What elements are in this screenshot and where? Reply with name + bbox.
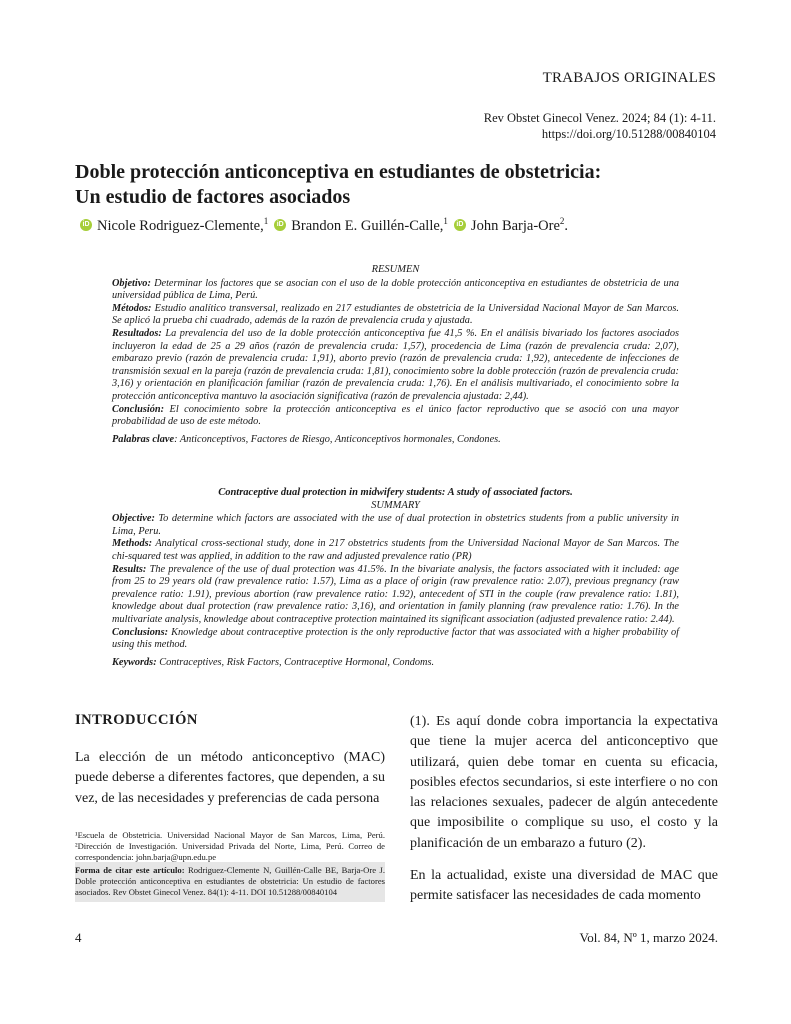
affiliation-sup: 1 (443, 216, 448, 226)
summary-keywords (112, 657, 679, 670)
keywords-text: Contraceptives, Risk Factors, Contraceptive Hormonal, Condoms. (159, 656, 435, 668)
author-name: Nicole Rodriguez-Clemente, (97, 217, 264, 234)
title-line-2: Un estudio de factores asociados (75, 186, 351, 208)
summary-heading: SUMMARY (371, 499, 420, 511)
affiliation-sup: 1 (263, 216, 269, 226)
orcid-icon[interactable]: iD (80, 219, 92, 231)
journal-citation-line: Rev Obstet Ginecol Venez. 2024; 84 (1): 4-11. (483, 111, 716, 125)
summary-block (112, 487, 679, 669)
author-name: John Barja-Ore (470, 217, 560, 234)
resultados-text: La prevalencia del uso de la doble protección anticonceptiva fue 41,5 %. En el análisis bivariado los factores asociados incluyeron la edad de 25 a 29 años (razón de prevalencia cruda: 1,57), procedencia de Lima (razón de prevalencia cruda: 2,07), embarazo previo (razón de prevalencia cruda: 1,91), aborto previo (razón de prevalencia cruda: 1,92), antecedente de infecciones de transmisión sexual en la pareja (razón de prevalencia cruda: 1,81), conocimiento sobre la doble protección (razón de prevalencia cruda: 3,16) y orientación en planificación familiar (razón de prevalencia cruda: 1,76). En el análisis multivariado, el conocimiento sobre la protección anticonceptiva mantuvo la asociación significativa (razón de prevalencia ajustada: 2,44). (112, 327, 679, 402)
methods-label: Methods: (112, 538, 153, 550)
volume-info: Vol. 84, Nº 1, marzo 2024. (579, 930, 718, 945)
resumen-metodos (112, 303, 679, 328)
title-line-1: Doble protección anticonceptiva en estudiantes de obstetricia: (75, 161, 602, 183)
metodos-text: Estudio analítico transversal, realizado en 217 estudiantes de obstetricia de la Universidad Nacional Mayor de San Marcos. Se aplicó la prueba chi cuadrado, además de la razón de prevalencia cruda y ajustada. (112, 302, 679, 327)
objective-label: Objective: (112, 513, 155, 525)
resumen-heading: RESUMEN (371, 264, 420, 275)
doi-link[interactable]: https://doi.org/10.51288/00840104 (541, 127, 716, 141)
author-2 (291, 216, 448, 235)
metodos-label: Métodos: (112, 302, 152, 314)
summary-title: Contraceptive dual protection in midwifery students: A study of associated factors. (218, 487, 573, 498)
resumen-resultados (112, 328, 679, 404)
summary-conclusions (112, 627, 679, 652)
citation-label: Forma de citar este artículo: (75, 865, 185, 875)
orcid-icon[interactable]: iD (274, 219, 286, 231)
intro-heading: INTRODUCCIÓN (75, 712, 198, 728)
keywords-label: Palabras clave (112, 433, 175, 445)
intro-right-column (410, 712, 718, 919)
summary-results (112, 564, 679, 627)
affiliation-footnote: ¹Escuela de Obstetricia. Universidad Nacional Mayor de San Marcos, Lima, Perú. ²Dirección de Investigación. Universidad Privada del Norte, Lima, Perú. Correo de correspondencia: john.barja@upn.edu.pe (75, 830, 385, 862)
methods-text: Analytical cross-sectional study, done in 217 obstetrics students from the Universidad Nacional Mayor de San Marcos. The chi-squared test was applied, in addition to the raw and adjusted prevalence ratio (PR) (112, 538, 680, 562)
resumen-keywords (112, 434, 679, 447)
objective-text: To determine which factors are associated with the use of dual protection in obstetrics students from a public university in Lima, Peru. (112, 513, 679, 537)
intro-left-paragraph: La elección de un método anticonceptivo (MAC) puede deberse a diferentes factores, que dependen, a su vez, de las necesidades y preferencias de cada persona (75, 750, 385, 806)
author-3 (471, 216, 568, 235)
citation-text: Rodriguez-Clemente N, Guillén-Calle BE, Barja-Ore J. Doble protección anticonceptiva en estudiantes de obstetricia: Un estudio de factores asociados. Rev Obstet Ginecol Venez. 84(1): 4-11. DOI 10.51288/00840104 (75, 865, 385, 897)
results-label: Results: (112, 563, 147, 575)
journal-reference (484, 110, 716, 142)
conclusion-text: El conocimiento sobre la protección anticonceptiva es el único factor reproductivo que se asoció con una mayor probabilidad de uso de este método. (112, 403, 679, 428)
intro-right-paragraph-1: (1). Es aquí donde cobra importancia la expectativa que tiene la mujer acerca del anticonceptivo que utilizará, quien debe tomar en cuenta su eficacia, posibles efectos secundarios, si este interfiere o no con las relaciones sexuales, padecer de algún antecedente que imposibilite o complique su uso, el costo y la planificación de un embarazo a futuro (2). (410, 714, 718, 851)
objetivo-label: Objetivo: (112, 277, 151, 289)
citation-box (75, 862, 385, 902)
summary-methods (112, 538, 679, 563)
page-number: 4 (75, 930, 82, 945)
author-trail: . (564, 217, 569, 234)
results-text: The prevalence of the use of dual protection was 41.5%. In the bivariate analysis, the factors associated with it included: age from 25 to 29 years old (raw prevalence ratio: 1.57), Lima as a place of origin (raw prevalence ratio: 2.07), previous pregnancy (raw prevalence ratio: 1.91), previous abortion (raw prevalence ratio: 1.92), antecedent of STI in the couple (raw prevalence ratio: 1.81), knowledge about dual protection (raw prevalence ratio: 3,16), and orientation in family planning (raw prevalence ratio: 1.76). In the multivariate analysis, knowledge about contraceptive protection maintained its significant association (adjusted prevalence ratio: 2.44). (112, 563, 679, 625)
resumen-block (112, 264, 679, 446)
intro-right-paragraph-2: En la actualidad, existe una diversidad de MAC que permite satisfacer las necesidades de cada momento (410, 868, 718, 904)
conclusion-label: Conclusión: (112, 403, 165, 415)
conclusions-label: Conclusions: (112, 626, 169, 638)
author-1 (97, 216, 268, 235)
resumen-objetivo (112, 278, 679, 303)
orcid-icon[interactable]: iD (454, 219, 466, 231)
objetivo-text: Determinar los factores que se asocian con el uso de la doble protección anticonceptiva en estudiantes de obstetricia de una universidad pública de Lima, Perú. (112, 277, 679, 302)
conclusions-text: Knowledge about contraceptive protection is the only reproductive factor that was associated with a higher probability of using this method. (112, 626, 679, 651)
summary-objective (112, 513, 679, 538)
section-tag: TRABAJOS ORIGINALES (542, 70, 716, 86)
keywords-text: : Anticonceptivos, Factores de Riesgo, Anticonceptivos hormonales, Condones. (174, 433, 501, 445)
keywords-label: Keywords: (112, 656, 157, 668)
article-title (75, 160, 725, 210)
resultados-label: Resultados: (112, 327, 162, 339)
author-name: Brandon E. Guillén-Calle, (291, 217, 444, 234)
resumen-conclusion (112, 404, 679, 429)
author-list (80, 216, 574, 235)
affiliation-sup: 2 (559, 216, 565, 226)
